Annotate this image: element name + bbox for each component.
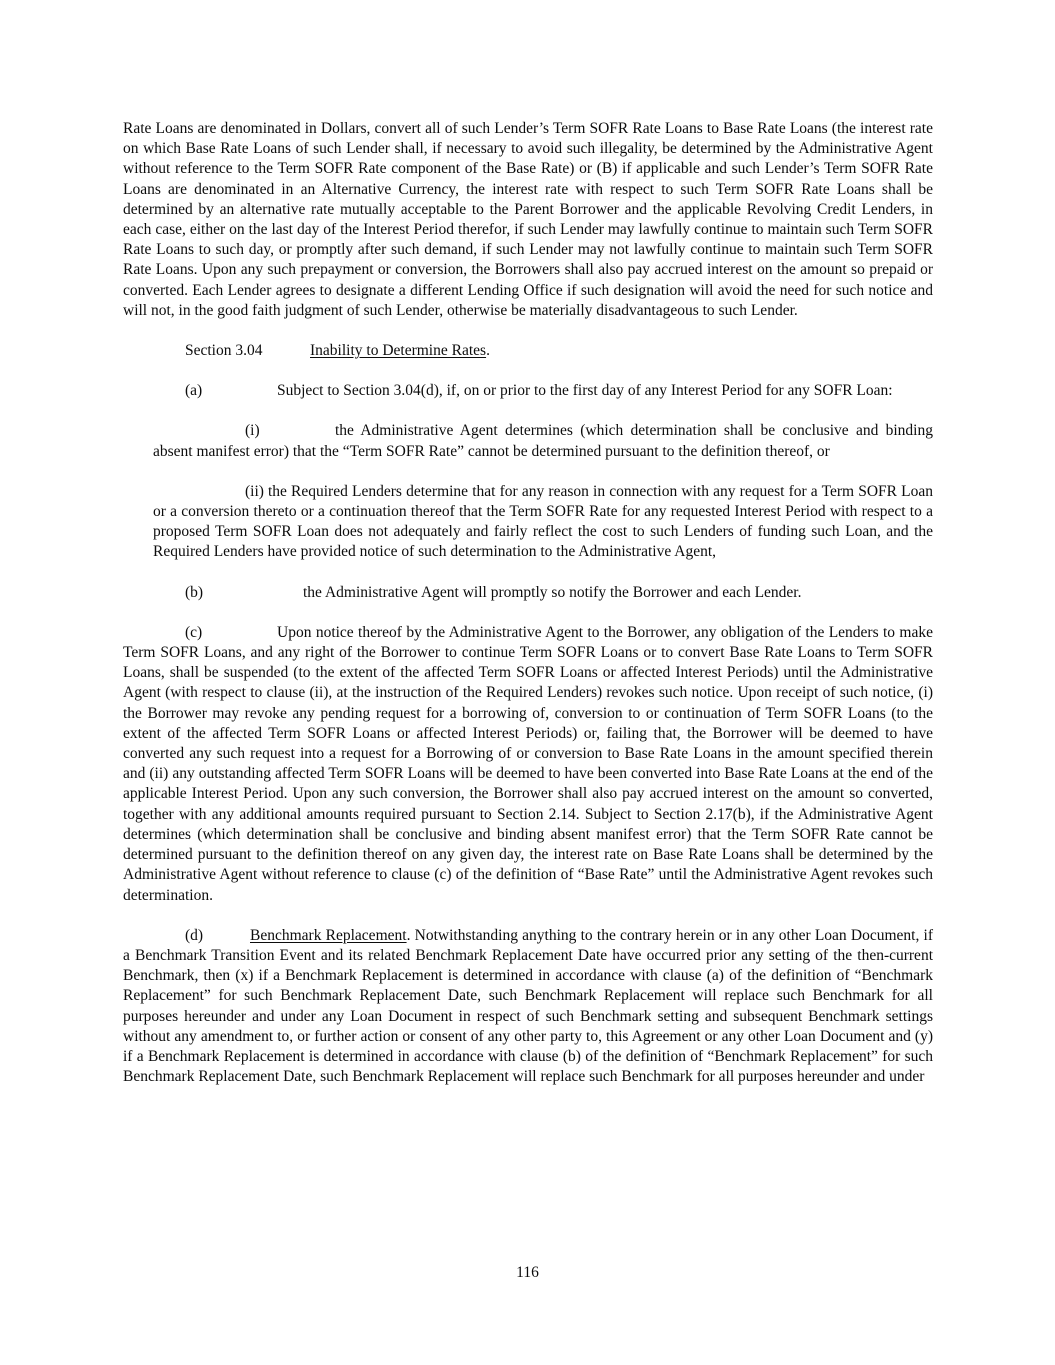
section-title: Inability to Determine Rates <box>310 342 487 360</box>
subclause-ii-label: (ii) <box>245 482 264 500</box>
paragraph-b-label: (b) <box>185 583 204 601</box>
paragraph-d-heading: Benchmark Replacement <box>250 926 407 944</box>
paragraph-b-text: the Administrative Agent will promptly so notify the Borrower and each Lender. <box>303 583 802 601</box>
paragraph-a-label: (a) <box>185 382 203 400</box>
paragraph-d-text: . Notwithstanding anything to the contrary herein or in any other Loan Document, if a Benchmark Transition Event and its related Benchmark Replacement Date have occurred prior any setting of the then-current Benchmark, then (x) if a Benchmark Replacement is determined in accordance with clause (a) of the definition of “Benchmark Replacement” for such Benchmark Replacement Date, such Benchmark Replacement will replace such Benchmark for all purposes hereunder and under any Loan Document in respect of such Benchmark setting and subsequent Benchmark settings without any amendment to, or further action or consent of any other party to, this Agreement or any other Loan Document and (y) if a Benchmark Replacement is determined in accordance with clause (b) of the definition of “Benchmark Replacement” for such Benchmark Replacement Date, such Benchmark Replacement will replace such Benchmark for all purposes hereunder and under <box>123 926 933 1086</box>
subclause-i-text: the Administrative Agent determines (which determination shall be conclusive and binding absent manifest error) that the “Term SOFR Rate” cannot be determined pursuant to the definition thereof, or <box>153 422 933 460</box>
subclause-ii <box>153 482 933 563</box>
section-heading <box>123 341 933 361</box>
paragraph-d <box>123 926 933 1088</box>
subclause-i-label: (i) <box>245 422 260 440</box>
section-number: Section 3.04 <box>185 342 263 360</box>
paragraph-c <box>123 623 933 906</box>
paragraph-a-text: Subject to Section 3.04(d), if, on or prior to the first day of any Interest Period for any SOFR Loan: <box>277 382 893 400</box>
subclause-ii-text: the Required Lenders determine that for any reason in connection with any request for a Term SOFR Loan or a conversion thereto or a continuation thereof that the Term SOFR Rate for any requested Interest Period with respect to a proposed Term SOFR Loan does not adequately and fairly reflect the cost to such Lenders of funding such Loan, and the Required Lenders have provided notice of such determination to the Administrative Agent, <box>153 482 933 561</box>
section-title-period: . <box>486 342 490 360</box>
subclause-i <box>153 421 933 461</box>
page-number: 116 <box>516 1264 539 1281</box>
paragraph-c-label: (c) <box>185 623 203 641</box>
paragraph-b <box>123 583 933 603</box>
intro-paragraph: Rate Loans are denominated in Dollars, convert all of such Lender’s Term SOFR Rate Loans to Base Rate Loans (the interest rate on which Base Rate Loans of such Lender shall, if necessary to avoid such illegality, be determined by the Administrative Agent without reference to the Term SOFR Rate component of the Base Rate) or (B) if applicable and such Lender’s Term SOFR Rate Loans are denominated in an Alternative Currency, the interest rate with respect to such Term SOFR Rate Loans shall be determined by an alternative rate mutually acceptable to the Parent Borrower and the applicable Revolving Credit Lenders, in each case, either on the last day of the Interest Period therefor, if such Lender may lawfully continue to maintain such Term SOFR Rate Loans to such day, or promptly after such demand, if such Lender may not lawfully continue to maintain such Term SOFR Rate Loans. Upon any such prepayment or conversion, the Borrowers shall also pay accrued interest on the amount so prepaid or converted. Each Lender agrees to designate a different Lending Office if such designation will avoid the need for such notice and will not, in the good faith judgment of such Lender, otherwise be materially disadvantageous to such Lender. <box>123 120 933 319</box>
paragraph-d-label: (d) <box>185 926 204 944</box>
paragraph-c-text: Upon notice thereof by the Administrative Agent to the Borrower, any obligation of the Lenders to make Term SOFR Loans, and any right of the Borrower to continue Term SOFR Loans or to convert Base Rate Loans to Term SOFR Loans, shall be suspended (to the extent of the affected Term SOFR Loans or affected Interest Periods) until the Administrative Agent (with respect to clause (ii), at the instruction of the Required Lenders) revokes such notice. Upon receipt of such notice, (i) the Borrower may revoke any pending request for a borrowing of, conversion to or continuation of Term SOFR Loans (to the extent of the affected Term SOFR Loans or affected Interest Periods) or, failing that, the Borrower will be deemed to have converted any such request into a request for a Borrowing of or conversion to Base Rate Loans in the amount specified therein and (ii) any outstanding affected Term SOFR Loans will be deemed to have been converted into Base Rate Loans at the end of the applicable Interest Period. Upon any such conversion, the Borrower shall also pay accrued interest on the amount so converted, together with any additional amounts required pursuant to Section 2.14. Subject to Section 2.17(b), if the Administrative Agent determines (which determination shall be conclusive and binding absent manifest error) that the Term SOFR Rate cannot be determined pursuant to the definition thereof on any given day, the interest rate on Base Rate Loans shall be determined by the Administrative Agent without reference to clause (c) of the definition of “Base Rate” until the Administrative Agent revokes such determination. <box>123 623 933 904</box>
paragraph-a <box>123 381 933 401</box>
